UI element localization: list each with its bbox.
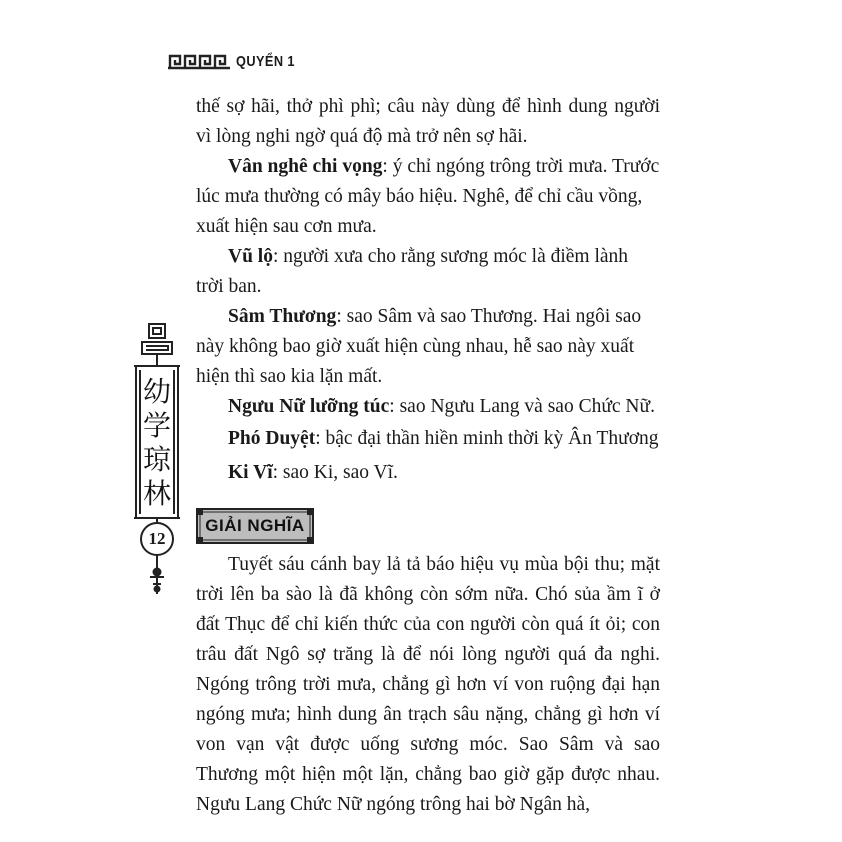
glossary-intro-line: thế sợ hãi, thở phì phì; câu này dùng để hình dung người — [196, 96, 660, 117]
glossary-term: Phó Duyệt — [228, 428, 316, 449]
glossary-definition: : sao Ki, sao Vĩ. — [272, 462, 398, 483]
vertical-book-title — [132, 375, 182, 511]
title-char: 学 — [142, 409, 171, 442]
page-number: 12 — [148, 529, 166, 548]
section-heading-badge — [196, 508, 314, 544]
glossary-intro-line: vì lòng nghi ngờ quá độ mà trở nên sợ hãi. — [196, 126, 528, 147]
side-ornament — [122, 318, 192, 598]
glossary-entry — [196, 424, 660, 454]
explanation-paragraph: Tuyết sáu cánh bay lả tả báo hiệu vụ mùa bội thu; mặt trời lên ba sào là đã không còn sớm nữa. Chó sủa ầm ĩ ở đất Thục để chỉ kiến thức của con người còn quá ít ỏi; con trâu đất Ngô sợ trăng là để nói lòng người quá đa nghi. Ngóng trông trời mưa, chẳng gì hơn ví von ruộng đại hạn ngóng mưa; hình dung ân trạch sâu nặng, chẳng gì hơn ví von vạn vật được uống sương móc. Sao Sâm và sao Thương một hiện một lặn, chẳng bao giờ gặp được nhau. Ngưu Lang Chức Nữ ngóng trông hai bờ Ngân hà, — [196, 554, 660, 815]
glossary-term: Vân nghê chi vọng — [228, 156, 383, 177]
glossary-definition: : bậc đại thần hiền minh thời kỳ Ân Thương — [315, 428, 659, 449]
glossary-term: Ki Vĩ — [228, 462, 273, 483]
book-volume-title: QUYỂN 1 — [236, 52, 295, 70]
glossary-term: Vũ lộ — [228, 246, 273, 267]
glossary-definition: : người xưa cho rằng sương móc là điềm lành trời ban. — [196, 246, 629, 297]
glossary-entry — [196, 242, 660, 302]
glossary-entry — [196, 302, 660, 392]
glossary-term: Sâm Thương — [228, 306, 337, 327]
glossary-entry — [196, 392, 660, 422]
glossary-block — [196, 92, 660, 152]
explanation-body — [196, 550, 660, 820]
glossary-definition: : sao Ngưu Lang và sao Chức Nữ. — [389, 396, 655, 417]
glossary-entry — [196, 152, 660, 242]
title-char: 林 — [142, 477, 171, 510]
running-header — [168, 50, 305, 72]
glossary-definition: : ý chỉ ngóng trông trời mưa. Trước lúc mưa thường có mây báo hiệu. Nghê, để chỉ cầu vồng, xuất hiện sau cơn mưa. — [196, 156, 660, 237]
title-char: 琼 — [142, 443, 171, 476]
greek-key-ornament-icon — [168, 52, 230, 70]
section-heading: GIẢI NGHĨA — [205, 516, 305, 535]
glossary-entry — [196, 458, 660, 488]
glossary-term: Ngưu Nữ lưỡng túc — [228, 396, 390, 417]
title-char: 幼 — [142, 375, 171, 408]
glossary-definition: : sao Sâm và sao Thương. Hai ngôi sao này không bao giờ xuất hiện cùng nhau, hễ sao này xuất hiện thì sao kia lặn mất. — [196, 306, 642, 387]
